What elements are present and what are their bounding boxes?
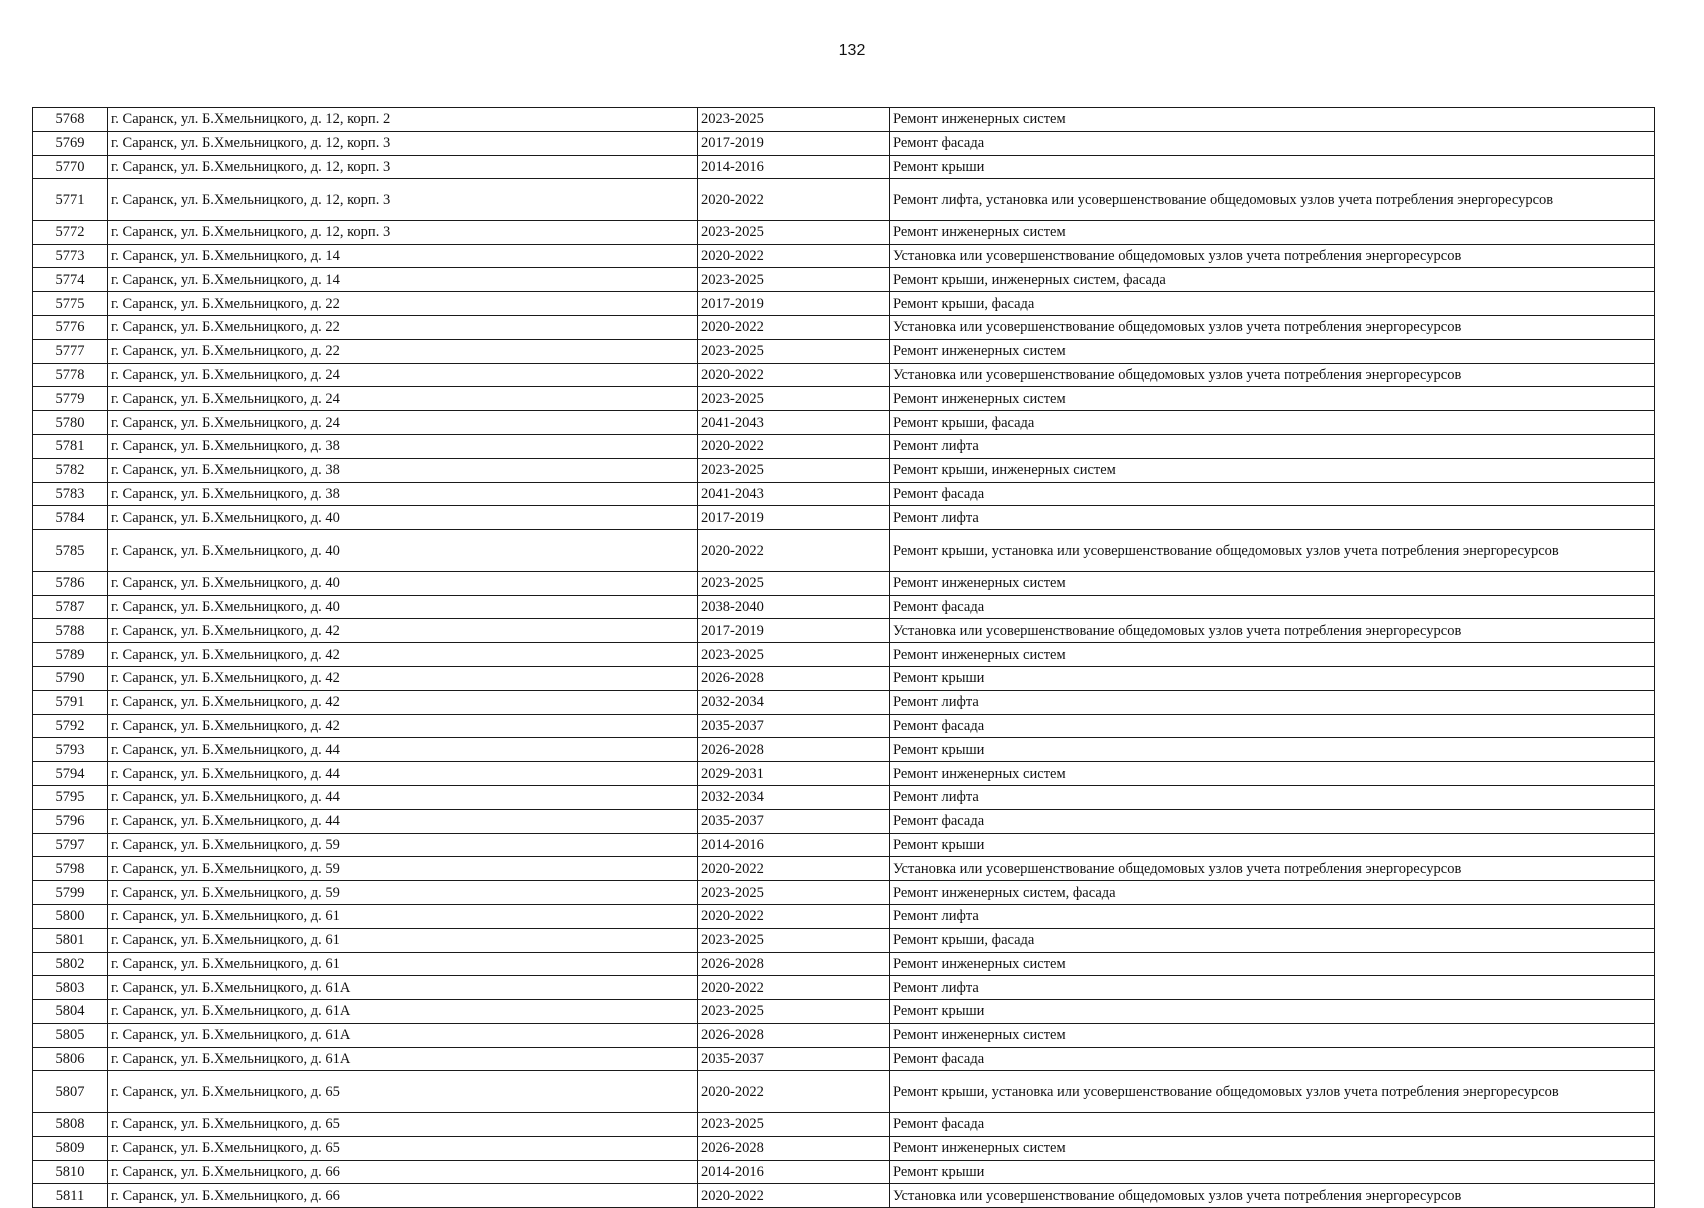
address-cell: г. Саранск, ул. Б.Хмельницкого, д. 12, корп. 3 (108, 179, 698, 221)
work-type-cell: Ремонт лифта (890, 904, 1655, 928)
period-cell: 2020-2022 (698, 363, 890, 387)
address-cell: г. Саранск, ул. Б.Хмельницкого, д. 44 (108, 738, 698, 762)
period-cell: 2023-2025 (698, 928, 890, 952)
period-cell: 2032-2034 (698, 785, 890, 809)
address-cell: г. Саранск, ул. Б.Хмельницкого, д. 61А (108, 1000, 698, 1024)
table-row (33, 179, 1655, 221)
page-number: 132 (838, 42, 866, 59)
table-row (33, 131, 1655, 155)
row-number-cell: 5783 (33, 482, 108, 506)
row-number-cell: 5775 (33, 292, 108, 316)
table-row (33, 666, 1655, 690)
row-number-cell: 5806 (33, 1047, 108, 1071)
row-number-cell: 5787 (33, 595, 108, 619)
table-row (33, 220, 1655, 244)
address-cell: г. Саранск, ул. Б.Хмельницкого, д. 38 (108, 482, 698, 506)
row-number-cell: 5784 (33, 506, 108, 530)
address-cell: г. Саранск, ул. Б.Хмельницкого, д. 42 (108, 643, 698, 667)
table-row (33, 738, 1655, 762)
period-cell: 2014-2016 (698, 1160, 890, 1184)
table-row (33, 881, 1655, 905)
row-number-cell: 5804 (33, 1000, 108, 1024)
period-cell: 2026-2028 (698, 1136, 890, 1160)
table-row (33, 809, 1655, 833)
work-type-cell: Установка или усовершенствование общедомовых узлов учета потребления энергоресурсов (890, 363, 1655, 387)
work-type-cell: Установка или усовершенствование общедомовых узлов учета потребления энергоресурсов (890, 619, 1655, 643)
table-row (33, 571, 1655, 595)
table-row (33, 952, 1655, 976)
table-row (33, 833, 1655, 857)
table-row (33, 1184, 1655, 1208)
work-type-cell: Установка или усовершенствование общедомовых узлов учета потребления энергоресурсов (890, 244, 1655, 268)
period-cell: 2023-2025 (698, 387, 890, 411)
address-cell: г. Саранск, ул. Б.Хмельницкого, д. 66 (108, 1160, 698, 1184)
table-row (33, 904, 1655, 928)
work-type-cell: Ремонт лифта (890, 785, 1655, 809)
work-type-cell: Ремонт инженерных систем, фасада (890, 881, 1655, 905)
table-row (33, 411, 1655, 435)
table-row (33, 643, 1655, 667)
period-cell: 2017-2019 (698, 131, 890, 155)
table-row (33, 1136, 1655, 1160)
work-type-cell: Ремонт инженерных систем (890, 387, 1655, 411)
address-cell: г. Саранск, ул. Б.Хмельницкого, д. 24 (108, 411, 698, 435)
row-number-cell: 5771 (33, 179, 108, 221)
address-cell: г. Саранск, ул. Б.Хмельницкого, д. 38 (108, 435, 698, 459)
table-body (33, 108, 1655, 1208)
period-cell: 2014-2016 (698, 155, 890, 179)
work-type-cell: Ремонт фасада (890, 595, 1655, 619)
table-row (33, 1023, 1655, 1047)
address-cell: г. Саранск, ул. Б.Хмельницкого, д. 22 (108, 292, 698, 316)
period-cell: 2026-2028 (698, 738, 890, 762)
row-number-cell: 5772 (33, 220, 108, 244)
period-cell: 2023-2025 (698, 643, 890, 667)
address-cell: г. Саранск, ул. Б.Хмельницкого, д. 65 (108, 1071, 698, 1113)
work-type-cell: Ремонт крыши (890, 833, 1655, 857)
work-type-cell: Ремонт лифта (890, 506, 1655, 530)
address-cell: г. Саранск, ул. Б.Хмельницкого, д. 65 (108, 1136, 698, 1160)
row-number-cell: 5776 (33, 316, 108, 340)
work-type-cell: Ремонт крыши (890, 738, 1655, 762)
table-row (33, 108, 1655, 132)
period-cell: 2038-2040 (698, 595, 890, 619)
table-row (33, 1047, 1655, 1071)
work-type-cell: Ремонт фасада (890, 1047, 1655, 1071)
work-type-cell: Ремонт фасада (890, 131, 1655, 155)
address-cell: г. Саранск, ул. Б.Хмельницкого, д. 42 (108, 714, 698, 738)
table-row (33, 268, 1655, 292)
row-number-cell: 5793 (33, 738, 108, 762)
row-number-cell: 5778 (33, 363, 108, 387)
work-type-cell: Ремонт лифта, установка или усовершенствование общедомовых узлов учета потребления энергоресурсов (890, 179, 1655, 221)
address-cell: г. Саранск, ул. Б.Хмельницкого, д. 65 (108, 1112, 698, 1136)
period-cell: 2017-2019 (698, 292, 890, 316)
table-row (33, 244, 1655, 268)
row-number-cell: 5795 (33, 785, 108, 809)
row-number-cell: 5798 (33, 857, 108, 881)
row-number-cell: 5785 (33, 530, 108, 572)
work-type-cell: Ремонт крыши, инженерных систем (890, 458, 1655, 482)
address-cell: г. Саранск, ул. Б.Хмельницкого, д. 61 (108, 952, 698, 976)
work-type-cell: Ремонт инженерных систем (890, 571, 1655, 595)
period-cell: 2020-2022 (698, 316, 890, 340)
period-cell: 2020-2022 (698, 1071, 890, 1113)
address-cell: г. Саранск, ул. Б.Хмельницкого, д. 59 (108, 881, 698, 905)
work-type-cell: Ремонт крыши (890, 666, 1655, 690)
period-cell: 2020-2022 (698, 179, 890, 221)
address-cell: г. Саранск, ул. Б.Хмельницкого, д. 12, корп. 3 (108, 155, 698, 179)
address-cell: г. Саранск, ул. Б.Хмельницкого, д. 40 (108, 571, 698, 595)
table-row (33, 928, 1655, 952)
row-number-cell: 5790 (33, 666, 108, 690)
work-type-cell: Ремонт крыши, инженерных систем, фасада (890, 268, 1655, 292)
work-type-cell: Ремонт инженерных систем (890, 220, 1655, 244)
work-type-cell: Ремонт крыши, установка или усовершенствование общедомовых узлов учета потребления энергоресурсов (890, 530, 1655, 572)
table-row (33, 292, 1655, 316)
period-cell: 2026-2028 (698, 1023, 890, 1047)
address-cell: г. Саранск, ул. Б.Хмельницкого, д. 59 (108, 857, 698, 881)
period-cell: 2035-2037 (698, 809, 890, 833)
period-cell: 2041-2043 (698, 482, 890, 506)
period-cell: 2023-2025 (698, 339, 890, 363)
row-number-cell: 5782 (33, 458, 108, 482)
table-row (33, 714, 1655, 738)
period-cell: 2023-2025 (698, 458, 890, 482)
address-cell: г. Саранск, ул. Б.Хмельницкого, д. 40 (108, 506, 698, 530)
table-row (33, 530, 1655, 572)
period-cell: 2020-2022 (698, 244, 890, 268)
work-type-cell: Ремонт инженерных систем (890, 108, 1655, 132)
table-row (33, 976, 1655, 1000)
address-cell: г. Саранск, ул. Б.Хмельницкого, д. 40 (108, 595, 698, 619)
row-number-cell: 5799 (33, 881, 108, 905)
row-number-cell: 5810 (33, 1160, 108, 1184)
period-cell: 2023-2025 (698, 571, 890, 595)
period-cell: 2023-2025 (698, 1112, 890, 1136)
period-cell: 2041-2043 (698, 411, 890, 435)
address-cell: г. Саранск, ул. Б.Хмельницкого, д. 61А (108, 1047, 698, 1071)
table-row (33, 762, 1655, 786)
work-type-cell: Ремонт инженерных систем (890, 643, 1655, 667)
address-cell: г. Саранск, ул. Б.Хмельницкого, д. 61А (108, 976, 698, 1000)
work-type-cell: Ремонт лифта (890, 690, 1655, 714)
row-number-cell: 5777 (33, 339, 108, 363)
address-cell: г. Саранск, ул. Б.Хмельницкого, д. 12, корп. 2 (108, 108, 698, 132)
table-row (33, 387, 1655, 411)
work-type-cell: Ремонт фасада (890, 714, 1655, 738)
work-type-cell: Ремонт фасада (890, 482, 1655, 506)
period-cell: 2020-2022 (698, 435, 890, 459)
period-cell: 2032-2034 (698, 690, 890, 714)
row-number-cell: 5807 (33, 1071, 108, 1113)
address-cell: г. Саранск, ул. Б.Хмельницкого, д. 61 (108, 928, 698, 952)
period-cell: 2035-2037 (698, 1047, 890, 1071)
work-type-cell: Ремонт лифта (890, 435, 1655, 459)
table-row (33, 690, 1655, 714)
work-type-cell: Ремонт крыши (890, 1160, 1655, 1184)
row-number-cell: 5791 (33, 690, 108, 714)
work-type-cell: Установка или усовершенствование общедомовых узлов учета потребления энергоресурсов (890, 857, 1655, 881)
work-type-cell: Ремонт крыши, фасада (890, 292, 1655, 316)
period-cell: 2020-2022 (698, 976, 890, 1000)
address-cell: г. Саранск, ул. Б.Хмельницкого, д. 40 (108, 530, 698, 572)
row-number-cell: 5770 (33, 155, 108, 179)
work-type-cell: Ремонт инженерных систем (890, 1023, 1655, 1047)
row-number-cell: 5802 (33, 952, 108, 976)
work-type-cell: Ремонт фасада (890, 809, 1655, 833)
work-type-cell: Ремонт лифта (890, 976, 1655, 1000)
table-row (33, 506, 1655, 530)
period-cell: 2035-2037 (698, 714, 890, 738)
work-type-cell: Ремонт крыши, фасада (890, 411, 1655, 435)
table-row (33, 482, 1655, 506)
address-cell: г. Саранск, ул. Б.Хмельницкого, д. 14 (108, 268, 698, 292)
row-number-cell: 5774 (33, 268, 108, 292)
work-type-cell: Ремонт крыши (890, 155, 1655, 179)
work-type-cell: Установка или усовершенствование общедомовых узлов учета потребления энергоресурсов (890, 1184, 1655, 1208)
address-cell: г. Саранск, ул. Б.Хмельницкого, д. 66 (108, 1184, 698, 1208)
period-cell: 2023-2025 (698, 1000, 890, 1024)
period-cell: 2017-2019 (698, 619, 890, 643)
row-number-cell: 5773 (33, 244, 108, 268)
table-row (33, 316, 1655, 340)
address-cell: г. Саранск, ул. Б.Хмельницкого, д. 44 (108, 762, 698, 786)
period-cell: 2023-2025 (698, 268, 890, 292)
row-number-cell: 5792 (33, 714, 108, 738)
row-number-cell: 5781 (33, 435, 108, 459)
work-type-cell: Ремонт крыши (890, 1000, 1655, 1024)
period-cell: 2014-2016 (698, 833, 890, 857)
address-cell: г. Саранск, ул. Б.Хмельницкого, д. 12, корп. 3 (108, 131, 698, 155)
row-number-cell: 5779 (33, 387, 108, 411)
row-number-cell: 5789 (33, 643, 108, 667)
table-row (33, 363, 1655, 387)
work-type-cell: Ремонт инженерных систем (890, 339, 1655, 363)
address-cell: г. Саранск, ул. Б.Хмельницкого, д. 44 (108, 809, 698, 833)
row-number-cell: 5788 (33, 619, 108, 643)
address-cell: г. Саранск, ул. Б.Хмельницкого, д. 42 (108, 690, 698, 714)
row-number-cell: 5780 (33, 411, 108, 435)
table-row (33, 339, 1655, 363)
row-number-cell: 5768 (33, 108, 108, 132)
table-row (33, 1160, 1655, 1184)
work-type-cell: Ремонт крыши, фасада (890, 928, 1655, 952)
address-cell: г. Саранск, ул. Б.Хмельницкого, д. 42 (108, 619, 698, 643)
row-number-cell: 5801 (33, 928, 108, 952)
row-number-cell: 5808 (33, 1112, 108, 1136)
address-cell: г. Саранск, ул. Б.Хмельницкого, д. 24 (108, 363, 698, 387)
row-number-cell: 5803 (33, 976, 108, 1000)
period-cell: 2020-2022 (698, 904, 890, 928)
table-row (33, 1071, 1655, 1113)
period-cell: 2026-2028 (698, 666, 890, 690)
address-cell: г. Саранск, ул. Б.Хмельницкого, д. 22 (108, 339, 698, 363)
work-type-cell: Ремонт инженерных систем (890, 952, 1655, 976)
row-number-cell: 5809 (33, 1136, 108, 1160)
table-row (33, 1112, 1655, 1136)
row-number-cell: 5797 (33, 833, 108, 857)
table-row (33, 155, 1655, 179)
address-cell: г. Саранск, ул. Б.Хмельницкого, д. 24 (108, 387, 698, 411)
table-row (33, 619, 1655, 643)
row-number-cell: 5794 (33, 762, 108, 786)
work-type-cell: Ремонт инженерных систем (890, 762, 1655, 786)
period-cell: 2023-2025 (698, 881, 890, 905)
address-cell: г. Саранск, ул. Б.Хмельницкого, д. 42 (108, 666, 698, 690)
period-cell: 2020-2022 (698, 857, 890, 881)
work-type-cell: Ремонт инженерных систем (890, 1136, 1655, 1160)
repair-schedule-table (32, 107, 1655, 1208)
row-number-cell: 5786 (33, 571, 108, 595)
work-type-cell: Установка или усовершенствование общедомовых узлов учета потребления энергоресурсов (890, 316, 1655, 340)
table-row (33, 458, 1655, 482)
address-cell: г. Саранск, ул. Б.Хмельницкого, д. 44 (108, 785, 698, 809)
period-cell: 2017-2019 (698, 506, 890, 530)
row-number-cell: 5769 (33, 131, 108, 155)
address-cell: г. Саранск, ул. Б.Хмельницкого, д. 12, корп. 3 (108, 220, 698, 244)
period-cell: 2023-2025 (698, 220, 890, 244)
address-cell: г. Саранск, ул. Б.Хмельницкого, д. 59 (108, 833, 698, 857)
work-type-cell: Ремонт крыши, установка или усовершенствование общедомовых узлов учета потребления энергоресурсов (890, 1071, 1655, 1113)
row-number-cell: 5805 (33, 1023, 108, 1047)
address-cell: г. Саранск, ул. Б.Хмельницкого, д. 14 (108, 244, 698, 268)
address-cell: г. Саранск, ул. Б.Хмельницкого, д. 22 (108, 316, 698, 340)
period-cell: 2029-2031 (698, 762, 890, 786)
row-number-cell: 5800 (33, 904, 108, 928)
address-cell: г. Саранск, ул. Б.Хмельницкого, д. 38 (108, 458, 698, 482)
table-row (33, 435, 1655, 459)
table-row (33, 595, 1655, 619)
period-cell: 2026-2028 (698, 952, 890, 976)
period-cell: 2023-2025 (698, 108, 890, 132)
period-cell: 2020-2022 (698, 1184, 890, 1208)
work-type-cell: Ремонт фасада (890, 1112, 1655, 1136)
table-row (33, 1000, 1655, 1024)
row-number-cell: 5796 (33, 809, 108, 833)
period-cell: 2020-2022 (698, 530, 890, 572)
row-number-cell: 5811 (33, 1184, 108, 1208)
address-cell: г. Саранск, ул. Б.Хмельницкого, д. 61 (108, 904, 698, 928)
table-row (33, 785, 1655, 809)
address-cell: г. Саранск, ул. Б.Хмельницкого, д. 61А (108, 1023, 698, 1047)
table-row (33, 857, 1655, 881)
